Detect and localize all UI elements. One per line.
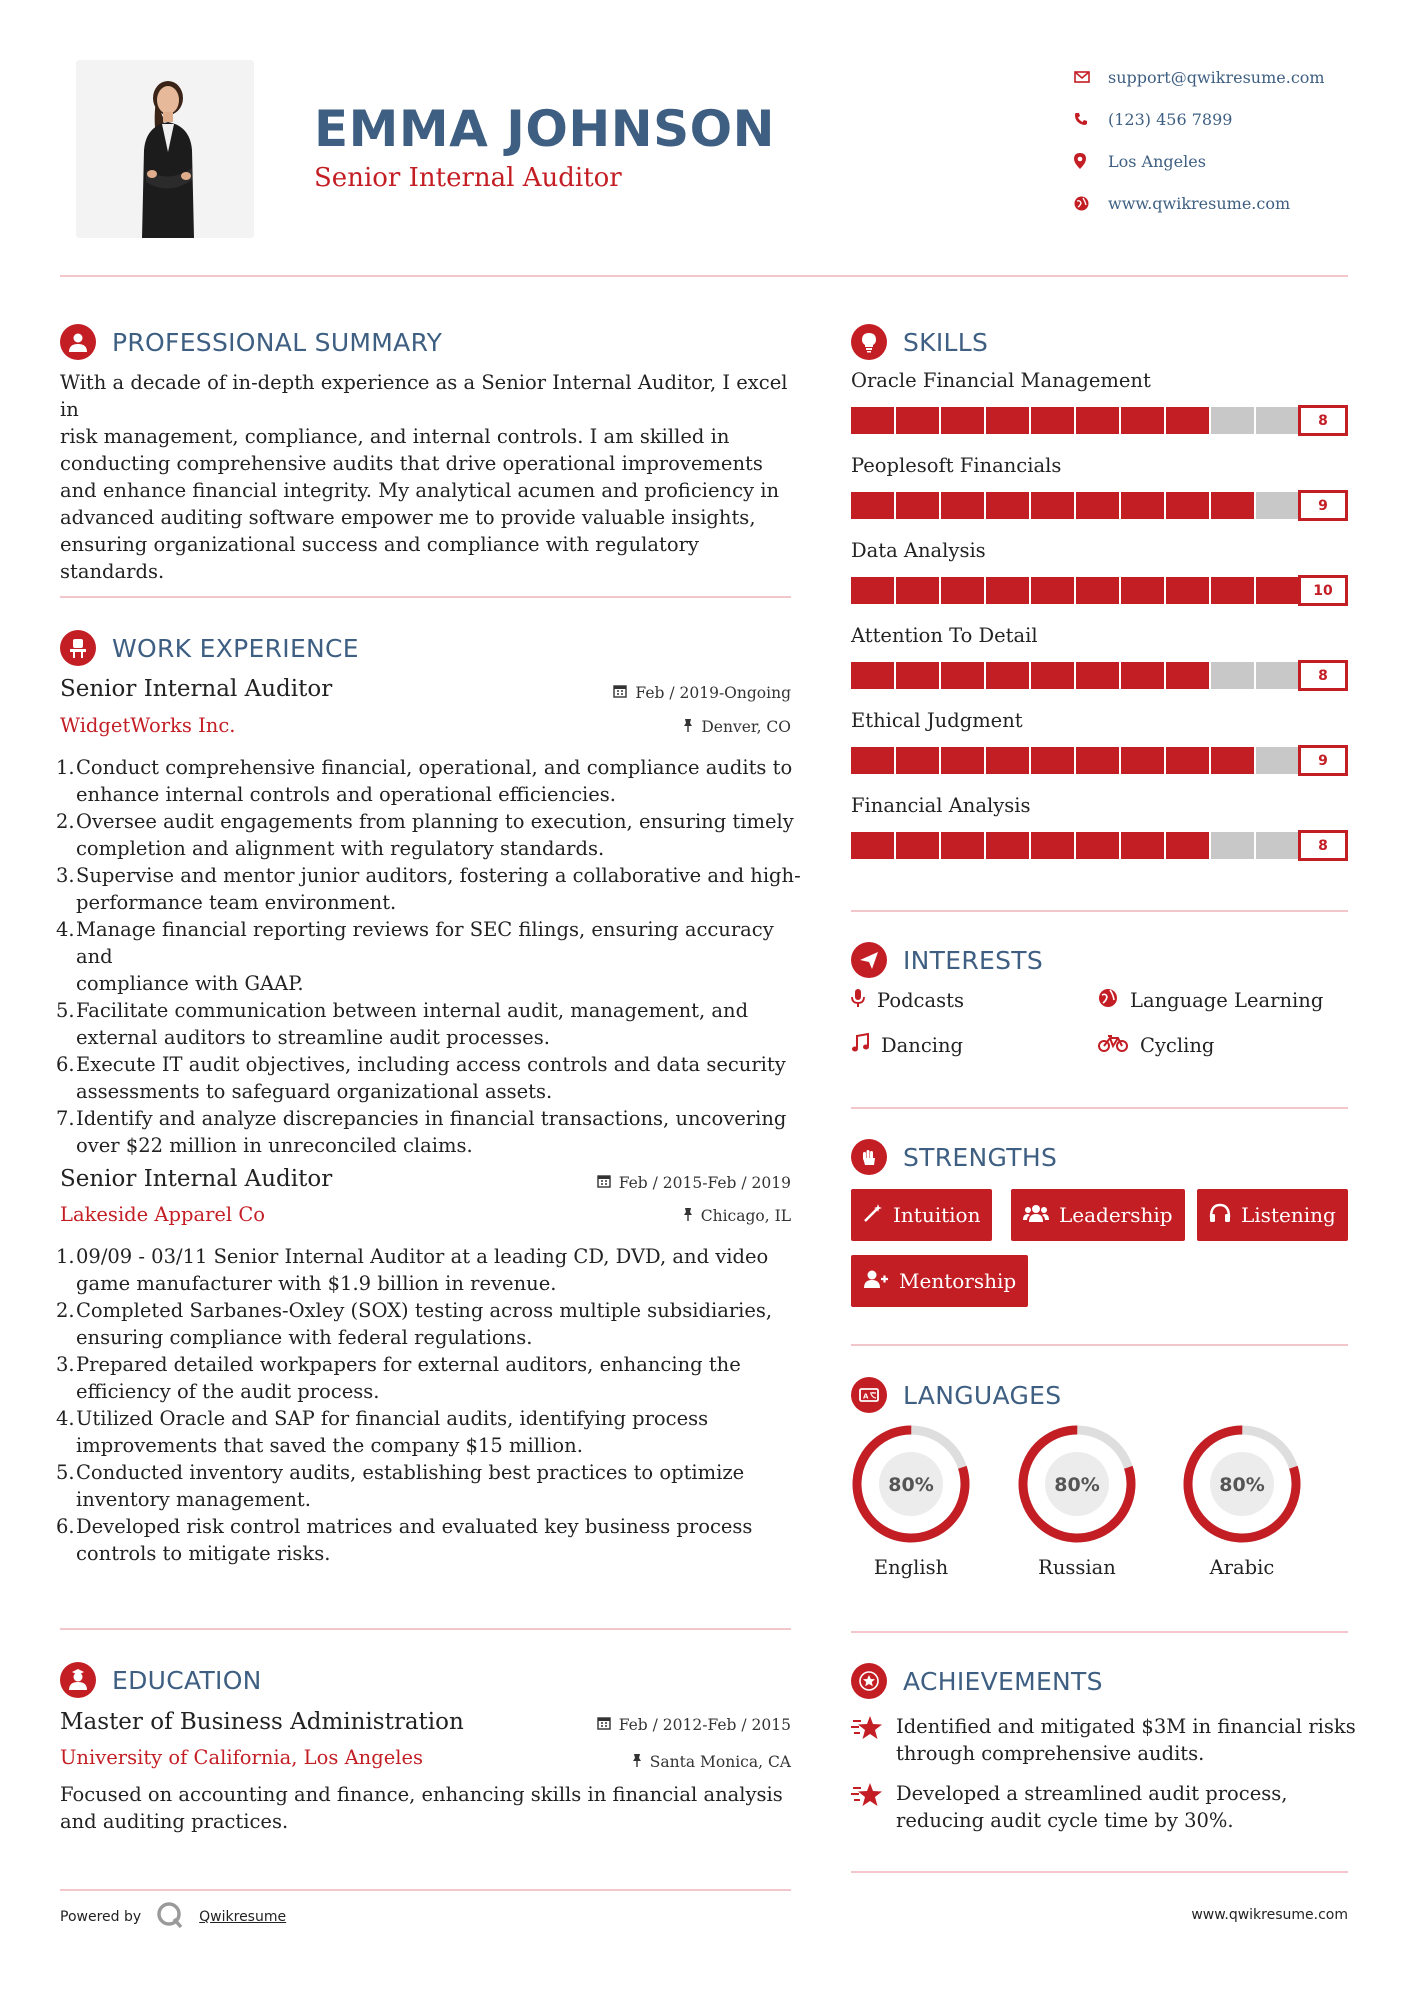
skill-bar-segment: [986, 577, 1029, 604]
skill-bar-segment: [1031, 577, 1074, 604]
skill-bar-segment: [896, 492, 939, 519]
skill-bar-segment: [896, 832, 939, 859]
skill-bar-segment: [1121, 832, 1164, 859]
summary-line: risk management, compliance, and internal controls. I am skilled in: [60, 425, 730, 448]
powered-by-text: Powered by: [60, 1909, 142, 1925]
contact-email[interactable]: [1070, 56, 1370, 98]
skill-bar-segment: [1031, 492, 1074, 519]
skill-bar-segment: [941, 577, 984, 604]
contact-website-text: www.qwikresume.com: [1108, 193, 1291, 213]
skill-bar-segment: [986, 832, 1029, 859]
skill-bar-segment: [851, 662, 894, 689]
job-date: [520, 1174, 791, 1192]
footer-brand-link[interactable]: Qwikresume: [199, 1909, 287, 1925]
interests-heading-text: INTERESTS: [903, 945, 1044, 975]
phone-icon: [1070, 112, 1108, 126]
skill-bar: [851, 660, 1349, 691]
header-divider: [60, 275, 1348, 277]
list-item: 4. Manage financial reporting reviews for SEC filings, ensuring accuracy and compliance with GAAP.: [56, 918, 774, 995]
achievement-line: reducing audit cycle time by 30%.: [896, 1809, 1234, 1832]
list-item: 1. Conduct comprehensive financial, operational, and compliance audits to enhance internal controls and operational efficiencies.: [56, 756, 793, 806]
education-date-text: Feb / 2012-Feb / 2015: [618, 1716, 791, 1734]
strength-label: Mentorship: [899, 1269, 1017, 1293]
skill-bar-segment: [1076, 577, 1119, 604]
summary-line: conducting comprehensive audits that drive operational improvements: [60, 452, 763, 475]
skill-bar-segment: [986, 662, 1029, 689]
chair-icon: [60, 630, 96, 666]
job-location-text: Denver, CO: [701, 718, 791, 736]
contact-list: [1070, 56, 1370, 224]
contact-email-text: support@qwikresume.com: [1108, 67, 1325, 87]
svg-text:A: A: [863, 1392, 869, 1401]
strengths-heading-text: STRENGTHS: [903, 1142, 1058, 1172]
education-description: [60, 1781, 800, 1835]
job-location-text: Chicago, IL: [700, 1207, 791, 1225]
work-heading-text: WORK EXPERIENCE: [112, 633, 359, 663]
work-divider: [60, 1628, 791, 1630]
skill-bar-segment: [1256, 832, 1299, 859]
interests-heading: [851, 942, 1043, 978]
skill-bar-segment: [1076, 832, 1119, 859]
achievement-line: Identified and mitigated $3M in financial risks: [896, 1715, 1356, 1738]
language-name: Arabic: [1209, 1556, 1275, 1579]
skill-bar-segment: [1211, 407, 1254, 434]
list-item: 3. Prepared detailed workpapers for external auditors, enhancing the efficiency of the audit process.: [56, 1353, 741, 1403]
job-title: Senior Internal Auditor: [60, 1166, 333, 1192]
skills-heading-text: SKILLS: [903, 327, 989, 357]
skill-bar-segment: [1031, 662, 1074, 689]
interest-cycling: [1098, 1033, 1214, 1058]
skill-score: 8: [1298, 830, 1348, 861]
pin-icon: [683, 1207, 693, 1225]
footer-divider-left: [60, 1889, 791, 1891]
star-badge-icon: [851, 1663, 887, 1699]
paper-plane-icon: [851, 942, 887, 978]
list-item: 4. Utilized Oracle and SAP for financial audits, identifying process improvements that saved the company $15 million.: [56, 1407, 709, 1457]
music-note-icon: [851, 1033, 869, 1058]
contact-location: [1070, 140, 1370, 182]
skill-bar-segment: [1121, 662, 1164, 689]
skill-bar-segment: [1166, 662, 1209, 689]
summary-line: and enhance financial integrity. My analytical acumen and proficiency in: [60, 479, 780, 502]
job-location: [560, 718, 791, 736]
strength-label: Leadership: [1059, 1203, 1173, 1227]
summary-line: With a decade of in-depth experience as a Senior Internal Auditor, I excel in: [60, 371, 788, 421]
strength-label: Listening: [1241, 1203, 1336, 1227]
job-company: WidgetWorks Inc.: [60, 714, 236, 737]
skill-bar-segment: [1031, 407, 1074, 434]
interest-label: Cycling: [1140, 1034, 1215, 1057]
skill-score: 9: [1298, 490, 1348, 521]
language-donut: [1016, 1423, 1138, 1545]
languages-heading-text: LANGUAGES: [903, 1380, 1062, 1410]
candidate-title: Senior Internal Auditor: [314, 163, 622, 193]
job-date: [560, 684, 791, 702]
list-item: 2. Completed Sarbanes-Oxley (SOX) testing across multiple subsidiaries, ensuring compliance with federal regulations.: [56, 1299, 773, 1349]
interest-dancing: [851, 1033, 963, 1058]
bicycle-icon: [1098, 1033, 1128, 1058]
language-percent: 80%: [1219, 1474, 1265, 1496]
job-date-text: Feb / 2019-Ongoing: [635, 684, 791, 702]
headphones-icon: [1209, 1203, 1231, 1228]
skill-bar-segment: [986, 492, 1029, 519]
summary-line: ensuring organizational success and compliance with regulatory: [60, 533, 699, 556]
skill-score: 8: [1298, 405, 1348, 436]
calendar-icon: [597, 1174, 611, 1192]
list-item: 1. 09/09 - 03/11 Senior Internal Auditor at a leading CD, DVD, and video game manufacturer with $1.9 billion in revenue.: [56, 1245, 769, 1295]
list-item: 6. Execute IT audit objectives, including access controls and data security assessments to safeguard organizational assets.: [56, 1053, 786, 1103]
contact-location-text: Los Angeles: [1108, 151, 1206, 171]
skill-bar-segment: [1256, 492, 1299, 519]
skill-bar-segment: [1211, 662, 1254, 689]
language-percent: 80%: [1054, 1474, 1100, 1496]
user-plus-icon: [863, 1269, 889, 1294]
strength-label: Intuition: [893, 1203, 981, 1227]
skill-bar-segment: [1121, 492, 1164, 519]
skill-bar-segment: [896, 577, 939, 604]
list-item: 5. Facilitate communication between internal audit, management, and external auditors to streamline audit processes.: [56, 999, 749, 1049]
profile-photo: [76, 60, 254, 238]
lightbulb-icon: [851, 324, 887, 360]
skill-bar-segment: [941, 492, 984, 519]
skill-bar-segment: [1256, 747, 1299, 774]
interest-podcasts: [851, 988, 964, 1013]
skill-bar-segment: [1076, 662, 1119, 689]
skill-bar-segment: [1211, 747, 1254, 774]
star-icon: [851, 1782, 883, 1812]
summary-divider: [60, 596, 791, 598]
skill-bar-segment: [851, 832, 894, 859]
calendar-icon: [597, 1716, 611, 1734]
skill-bar-segment: [1076, 747, 1119, 774]
strengths-heading: [851, 1139, 1057, 1175]
interests-divider: [851, 1107, 1348, 1109]
contact-website[interactable]: [1070, 182, 1370, 224]
skill-bar-segment: [986, 747, 1029, 774]
interest-label: Podcasts: [877, 989, 964, 1012]
strength-tag: [851, 1189, 992, 1241]
skill-bar-segment: [941, 832, 984, 859]
map-marker-icon: [1070, 153, 1108, 169]
list-item: 3. Supervise and mentor junior auditors, fostering a collaborative and high- performance team environment.: [56, 864, 801, 914]
job-date-text: Feb / 2015-Feb / 2019: [618, 1174, 791, 1192]
skill-bar-segment: [896, 407, 939, 434]
achievements-heading: [851, 1663, 1103, 1699]
strengths-divider: [851, 1344, 1348, 1346]
skill-name: Ethical Judgment: [851, 709, 1023, 732]
education-heading-text: EDUCATION: [112, 1665, 262, 1695]
strength-tag: [1197, 1189, 1348, 1241]
skill-bar-segment: [1211, 577, 1254, 604]
skill-bar-segment: [1256, 407, 1299, 434]
list-item: 6. Developed risk control matrices and evaluated key business process controls to mitigate risks.: [56, 1515, 753, 1565]
skill-name: Financial Analysis: [851, 794, 1031, 817]
job-location: [560, 1207, 791, 1225]
calendar-icon: [613, 684, 627, 702]
skill-bar-segment: [1256, 577, 1299, 604]
skill-bar-segment: [1211, 492, 1254, 519]
work-heading: [60, 630, 359, 666]
skill-bar-segment: [941, 407, 984, 434]
user-icon: [60, 324, 96, 360]
education-school: University of California, Los Angeles: [60, 1746, 424, 1769]
skill-bar: [851, 745, 1349, 776]
job-company: Lakeside Apparel Co: [60, 1203, 266, 1226]
graduate-icon: [60, 1662, 96, 1698]
language-name: Russian: [1038, 1556, 1116, 1579]
fist-icon: [851, 1139, 887, 1175]
candidate-name: EMMA JOHNSON: [314, 100, 775, 158]
skill-bar: [851, 490, 1349, 521]
skill-bar: [851, 575, 1349, 606]
microphone-icon: [851, 988, 865, 1013]
language-donut: [1181, 1423, 1303, 1545]
translate-icon: [851, 1377, 887, 1413]
footer-site-link[interactable]: www.qwikresume.com: [1191, 1907, 1348, 1923]
interest-label: Dancing: [881, 1034, 964, 1057]
skill-bar-segment: [941, 747, 984, 774]
education-degree: Master of Business Administration: [60, 1709, 464, 1735]
list-item: 7. Identify and analyze discrepancies in financial transactions, uncovering over $22 million in unreconciled claims.: [56, 1107, 787, 1157]
footer-powered: [60, 1900, 286, 1934]
summary-line: standards.: [60, 560, 165, 583]
skill-bar-segment: [1166, 747, 1209, 774]
languages-heading: [851, 1377, 1061, 1413]
skill-name: Attention To Detail: [851, 624, 1038, 647]
skill-bar-segment: [1166, 407, 1209, 434]
skill-bar-segment: [1031, 747, 1074, 774]
skill-score: 9: [1298, 745, 1348, 776]
job-title: Senior Internal Auditor: [60, 676, 333, 702]
globe-icon: [1098, 988, 1118, 1013]
language-name: English: [873, 1556, 949, 1579]
achievement-line: Developed a streamlined audit process,: [896, 1782, 1288, 1805]
education-location-text: Santa Monica, CA: [649, 1753, 791, 1771]
skill-bar-segment: [1031, 832, 1074, 859]
education-line: Focused on accounting and finance, enhancing skills in financial analysis: [60, 1783, 783, 1806]
skill-bar-segment: [1121, 747, 1164, 774]
skill-name: Data Analysis: [851, 539, 986, 562]
skills-heading: [851, 324, 988, 360]
skill-bar: [851, 830, 1349, 861]
summary-heading: [60, 324, 442, 360]
education-heading: [60, 1662, 262, 1698]
skill-bar-segment: [1121, 577, 1164, 604]
skill-bar-segment: [1166, 832, 1209, 859]
skill-bar-segment: [851, 492, 894, 519]
summary-line: advanced auditing software empower me to provide valuable insights,: [60, 506, 756, 529]
language-donut: [850, 1423, 972, 1545]
qwikresume-logo-icon: [155, 1900, 185, 1934]
skill-bar-segment: [896, 747, 939, 774]
summary-heading-text: PROFESSIONAL SUMMARY: [112, 327, 443, 357]
pin-icon: [683, 718, 693, 736]
skill-bar-segment: [986, 407, 1029, 434]
users-icon: [1023, 1203, 1049, 1228]
languages-divider: [851, 1631, 1348, 1633]
pin-icon: [632, 1753, 642, 1771]
skill-bar-segment: [851, 577, 894, 604]
contact-phone[interactable]: [1070, 98, 1370, 140]
strength-tag: [1011, 1189, 1185, 1241]
achievement-line: through comprehensive audits.: [896, 1742, 1205, 1765]
skill-bar-segment: [1166, 577, 1209, 604]
achievements-heading-text: ACHIEVEMENTS: [903, 1666, 1103, 1696]
job-bullets: [58, 754, 803, 1159]
skill-name: Peoplesoft Financials: [851, 454, 1062, 477]
skill-score: 10: [1298, 575, 1348, 606]
globe-icon: [1070, 196, 1108, 211]
job-bullets: [58, 1243, 803, 1567]
interest-language-learning: [1098, 988, 1323, 1013]
skill-bar-segment: [851, 407, 894, 434]
achievements-divider: [851, 1871, 1348, 1873]
education-location: [520, 1753, 791, 1771]
skill-bar-segment: [851, 747, 894, 774]
skill-bar-segment: [1211, 832, 1254, 859]
interest-label: Language Learning: [1130, 989, 1324, 1012]
skill-bar-segment: [896, 662, 939, 689]
envelope-icon: [1070, 71, 1108, 83]
skill-bar-segment: [941, 662, 984, 689]
contact-phone-text: (123) 456 7899: [1108, 109, 1233, 129]
star-icon: [851, 1715, 883, 1745]
education-line: and auditing practices.: [60, 1810, 289, 1833]
list-item: 2. Oversee audit engagements from planning to execution, ensuring timely completion and alignment with regulatory standards.: [56, 810, 794, 860]
language-percent: 80%: [888, 1474, 934, 1496]
skill-name: Oracle Financial Management: [851, 369, 1151, 392]
skill-bar-segment: [1076, 407, 1119, 434]
skill-score: 8: [1298, 660, 1348, 691]
summary-text: [60, 369, 800, 585]
magic-wand-icon: [863, 1203, 883, 1228]
skills-divider: [851, 910, 1348, 912]
skill-bar-segment: [1256, 662, 1299, 689]
education-date: [520, 1716, 791, 1734]
list-item: 5. Conducted inventory audits, establishing best practices to optimize inventory management.: [56, 1461, 745, 1511]
skill-bar-segment: [1121, 407, 1164, 434]
strength-tag: [851, 1255, 1028, 1307]
skill-bar: [851, 405, 1349, 436]
skill-bar-segment: [1076, 492, 1119, 519]
skill-bar-segment: [1166, 492, 1209, 519]
